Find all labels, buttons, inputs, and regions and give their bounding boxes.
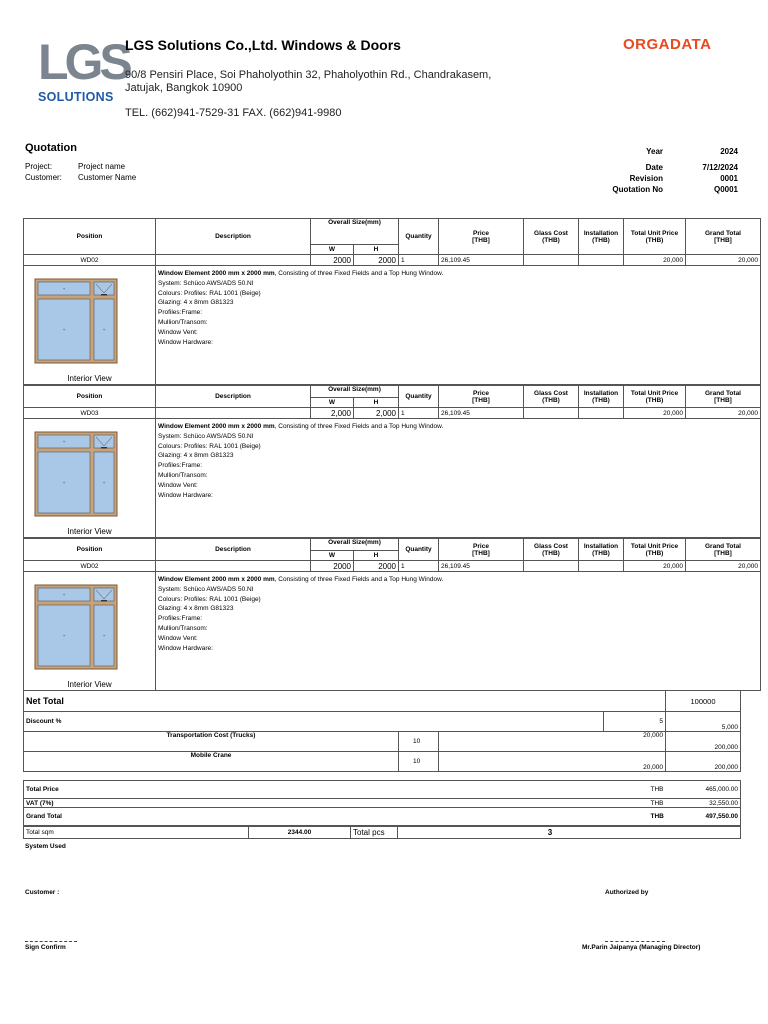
svg-text:+: + (62, 327, 66, 332)
col-glass-title: Glass Cost (534, 542, 568, 550)
description-headline (158, 575, 758, 585)
item-table (23, 385, 761, 538)
item-position: WD03 (24, 408, 156, 419)
adjustments-table (23, 711, 741, 772)
col-grand-total (686, 539, 761, 561)
item-height: 2,000 (354, 408, 399, 419)
brand-logo: ORGADATA (623, 36, 712, 53)
item-position: WD02 (24, 561, 156, 572)
col-install-unit: (THB) (592, 236, 610, 244)
crane-price: 20,000 (439, 752, 666, 772)
item-price: 26,109.45 (439, 408, 524, 419)
description-line: Glazing: 4 x 8mm G81323 (158, 452, 234, 460)
item-installation (579, 561, 624, 572)
total-pcs-value: 3 (398, 827, 741, 839)
item-grand-total: 20,000 (686, 255, 761, 266)
description-line: Mullion/Transom: (158, 624, 208, 632)
col-glass-cost (524, 539, 579, 561)
project-value: Project name (78, 162, 126, 171)
col-glass-title: Glass Cost (534, 389, 568, 397)
description-line: Mullion/Transom: (158, 471, 208, 479)
description-line: Profiles:Frame: (158, 309, 203, 317)
item-header-row (24, 539, 761, 551)
description-headline (158, 269, 758, 279)
svg-text:+: + (102, 633, 106, 638)
description-line: Mullion/Transom: (158, 318, 208, 326)
item-value-row (24, 561, 761, 572)
col-description: Description (156, 539, 311, 561)
address-line-1: 90/8 Pensiri Place, Soi Phaholyothin 32, Phaholyothin Rd., Chandrakasem, (125, 69, 492, 81)
item-quantity: 1 (399, 255, 439, 266)
total-sqm-value: 2344.00 (249, 827, 351, 839)
discount-percent: 5 (604, 712, 666, 732)
total-price-value: 465,000.00 (679, 781, 741, 799)
item-position: WD02 (24, 255, 156, 266)
discount-row (24, 712, 741, 732)
description-summary: , Consisting of three Fixed Fields and a Top Hung Window. (274, 270, 444, 277)
authorized-signature-line (605, 941, 665, 942)
item-glass-cost (524, 561, 579, 572)
crane-qty: 10 (399, 752, 439, 772)
vat-currency: THB (649, 799, 679, 808)
project-label: Project: (25, 162, 53, 171)
item-drawing-cell (24, 266, 156, 385)
col-total-unit-price (624, 386, 686, 408)
item-detail-row (24, 266, 761, 385)
system-used-label: System Used (25, 843, 66, 850)
discount-label: Discount % (24, 712, 604, 732)
col-height: H (354, 245, 399, 255)
address-line-2: Jatujak, Bangkok 10900 (125, 82, 243, 94)
customer-signature-line (25, 941, 77, 942)
item-quantity: 1 (399, 408, 439, 419)
col-quantity: Quantity (399, 219, 439, 255)
total-pcs-label: Total pcs (351, 827, 398, 839)
col-tup-unit: (THB) (645, 549, 664, 557)
col-position: Position (24, 219, 156, 255)
item-price: 26,109.45 (439, 255, 524, 266)
col-grand-total (686, 386, 761, 408)
col-tup-unit: (THB) (645, 236, 664, 244)
col-price-unit: [THB] (472, 236, 490, 244)
vat-label: VAT (7%) (24, 799, 649, 808)
col-height: H (354, 551, 399, 561)
col-grand-title: Grand Total (705, 389, 741, 397)
quote-meta-labels (612, 146, 663, 195)
item-total-unit-price: 20,000 (624, 255, 686, 266)
col-grand-total (686, 219, 761, 255)
item-detail-row (24, 572, 761, 691)
signer-name: Mr.Parin Jaipanya (Managing Director) (582, 944, 701, 951)
net-total-label: Net Total (24, 691, 666, 712)
svg-text:+: + (62, 480, 66, 485)
item-detail-row (24, 419, 761, 538)
col-overall-size: Overall Size(mm) (311, 539, 399, 551)
item-total-unit-price: 20,000 (624, 561, 686, 572)
item-height: 2000 (354, 255, 399, 266)
col-installation (579, 539, 624, 561)
col-tup-title: Total Unit Price (630, 229, 679, 237)
col-width: W (311, 398, 354, 408)
col-description: Description (156, 219, 311, 255)
item-description (156, 266, 761, 385)
col-glass-unit: (THB) (542, 236, 560, 244)
col-price-title: Price (473, 389, 489, 397)
revision-value: 0001 (720, 174, 738, 183)
description-title: Window Element 2000 mm x 2000 mm (158, 270, 275, 277)
col-tup-title: Total Unit Price (630, 542, 679, 550)
description-line: Window Vent: (158, 481, 198, 489)
vat-value: 32,550.00 (679, 799, 741, 808)
description-summary: , Consisting of three Fixed Fields and a Top Hung Window. (274, 423, 444, 430)
interior-view-caption: Interior View (67, 527, 112, 536)
item-value-row (24, 408, 761, 419)
description-line: Glazing: 4 x 8mm G81323 (158, 605, 234, 613)
col-quantity: Quantity (399, 539, 439, 561)
col-tup-unit: (THB) (645, 396, 664, 404)
window-drawing (34, 431, 118, 517)
transport-label: Transportation Cost (Trucks) (24, 732, 399, 752)
company-address (125, 69, 491, 95)
col-description: Description (156, 386, 311, 408)
year-label: Year (646, 147, 663, 156)
crane-total: 200,000 (666, 752, 741, 772)
company-logo (38, 34, 129, 109)
description-line: Profiles:Frame: (158, 615, 203, 623)
col-installation (579, 219, 624, 255)
description-title: Window Element 2000 mm x 2000 mm (158, 576, 275, 583)
quantity-totals-row (24, 827, 741, 839)
item-description-cell (156, 255, 311, 266)
svg-text:+: + (62, 592, 66, 597)
transport-row (24, 732, 741, 752)
col-install-title: Installation (583, 542, 619, 550)
col-height: H (354, 398, 399, 408)
quotation-title: Quotation (25, 142, 77, 154)
description-line: Window Vent: (158, 328, 198, 336)
description-line: System: Schüco AWS/ADS 50.NI (158, 585, 254, 593)
col-glass-title: Glass Cost (534, 229, 568, 237)
svg-text:+: + (102, 480, 106, 485)
totals-table (23, 780, 741, 826)
net-total-value: 100000 (666, 691, 741, 712)
col-grand-unit: [THB] (714, 236, 732, 244)
item-glass-cost (524, 408, 579, 419)
col-position: Position (24, 386, 156, 408)
description-line: Window Hardware: (158, 491, 213, 499)
col-position: Position (24, 539, 156, 561)
description-line: System: Schüco AWS/ADS 50.NI (158, 279, 254, 287)
total-sqm-label: Total sqm (24, 827, 249, 839)
col-quantity: Quantity (399, 386, 439, 408)
item-header-row (24, 219, 761, 245)
col-total-unit-price (624, 219, 686, 255)
transport-total: 200,000 (666, 732, 741, 752)
col-tup-title: Total Unit Price (630, 389, 679, 397)
year-value: 2024 (720, 147, 738, 156)
item-description-cell (156, 408, 311, 419)
svg-text:+: + (62, 633, 66, 638)
item-width: 2000 (311, 561, 354, 572)
description-headline (158, 422, 758, 432)
svg-text:+: + (102, 327, 106, 332)
item-description (156, 419, 761, 538)
quote-meta-values (702, 146, 738, 195)
transport-price: 20,000 (439, 732, 666, 752)
total-price-label: Total Price (24, 781, 649, 799)
item-drawing-cell (24, 419, 156, 538)
company-name: LGS Solutions Co.,Ltd. Windows & Doors (125, 37, 401, 53)
col-glass-unit: (THB) (542, 396, 560, 404)
total-price-row (24, 781, 741, 799)
logo-subtext: SOLUTIONS (38, 90, 114, 104)
description-line: Glazing: 4 x 8mm G81323 (158, 299, 234, 307)
sign-confirm-label: Sign Confirm (25, 944, 66, 951)
description-line: Colours: Profiles: RAL 1001 (Beige) (158, 289, 261, 297)
item-grand-total: 20,000 (686, 561, 761, 572)
description-line: Colours: Profiles: RAL 1001 (Beige) (158, 595, 261, 603)
col-price-unit: [THB] (472, 396, 490, 404)
col-price-title: Price (473, 229, 489, 237)
col-install-unit: (THB) (592, 396, 610, 404)
col-glass-cost (524, 386, 579, 408)
logo-text: LGS (38, 34, 129, 90)
item-header-row (24, 386, 761, 398)
col-price (439, 386, 524, 408)
date-label: Date (645, 163, 663, 172)
item-quantity: 1 (399, 561, 439, 572)
col-installation (579, 386, 624, 408)
col-price (439, 219, 524, 255)
customer-value: Customer Name (78, 173, 137, 182)
company-phone: TEL. (662)941-7529-31 FAX. (662)941-9980 (125, 107, 342, 119)
item-drawing-cell (24, 572, 156, 691)
item-total-unit-price: 20,000 (624, 408, 686, 419)
discount-value: 5,000 (666, 712, 741, 732)
col-grand-unit: [THB] (714, 549, 732, 557)
item-glass-cost (524, 255, 579, 266)
net-total-row (24, 691, 741, 712)
crane-row (24, 752, 741, 772)
col-price-unit: [THB] (472, 549, 490, 557)
col-grand-unit: [THB] (714, 396, 732, 404)
item-grand-total: 20,000 (686, 408, 761, 419)
item-price: 26,109.45 (439, 561, 524, 572)
vat-row (24, 799, 741, 808)
grand-total-label: Grand Total (24, 808, 649, 826)
svg-text:+: + (62, 439, 66, 444)
grand-total-row (24, 808, 741, 826)
col-overall-size: Overall Size(mm) (311, 219, 399, 245)
customer-label: Customer: (25, 173, 62, 182)
customer-sign-label: Customer : (25, 889, 60, 896)
svg-text:+: + (62, 286, 66, 291)
item-description (156, 572, 761, 691)
revision-label: Revision (629, 174, 663, 183)
item-installation (579, 255, 624, 266)
quotation-no-label: Quotation No (612, 185, 663, 194)
col-overall-size: Overall Size(mm) (311, 386, 399, 398)
summary-table (23, 690, 741, 712)
crane-label: Mobile Crane (24, 752, 399, 772)
col-install-title: Installation (583, 389, 619, 397)
description-line: Window Hardware: (158, 644, 213, 652)
description-summary: , Consisting of three Fixed Fields and a Top Hung Window. (274, 576, 444, 583)
col-total-unit-price (624, 539, 686, 561)
description-line: System: Schüco AWS/ADS 50.NI (158, 432, 254, 440)
col-install-title: Installation (583, 229, 619, 237)
grand-total-value: 497,550.00 (679, 808, 741, 826)
col-price-title: Price (473, 542, 489, 550)
quotation-no-value: Q0001 (713, 185, 738, 194)
item-width: 2000 (311, 255, 354, 266)
item-table (23, 538, 761, 691)
window-drawing (34, 278, 118, 364)
date-value: 7/12/2024 (702, 163, 738, 172)
col-grand-title: Grand Total (705, 229, 741, 237)
col-width: W (311, 245, 354, 255)
col-glass-unit: (THB) (542, 549, 560, 557)
item-installation (579, 408, 624, 419)
col-grand-title: Grand Total (705, 542, 741, 550)
quantity-totals-table (23, 826, 741, 839)
item-description-cell (156, 561, 311, 572)
col-glass-cost (524, 219, 579, 255)
item-width: 2,000 (311, 408, 354, 419)
col-install-unit: (THB) (592, 549, 610, 557)
interior-view-caption: Interior View (67, 374, 112, 383)
description-line: Colours: Profiles: RAL 1001 (Beige) (158, 442, 261, 450)
item-value-row (24, 255, 761, 266)
grand-total-currency: THB (649, 808, 679, 826)
transport-qty: 10 (399, 732, 439, 752)
item-table (23, 218, 761, 385)
window-drawing (34, 584, 118, 670)
col-price (439, 539, 524, 561)
col-width: W (311, 551, 354, 561)
description-line: Window Vent: (158, 634, 198, 642)
total-price-currency: THB (649, 781, 679, 799)
interior-view-caption: Interior View (67, 680, 112, 689)
description-title: Window Element 2000 mm x 2000 mm (158, 423, 275, 430)
item-height: 2000 (354, 561, 399, 572)
authorized-by-label: Authorized by (605, 889, 649, 896)
description-line: Window Hardware: (158, 338, 213, 346)
description-line: Profiles:Frame: (158, 462, 203, 470)
